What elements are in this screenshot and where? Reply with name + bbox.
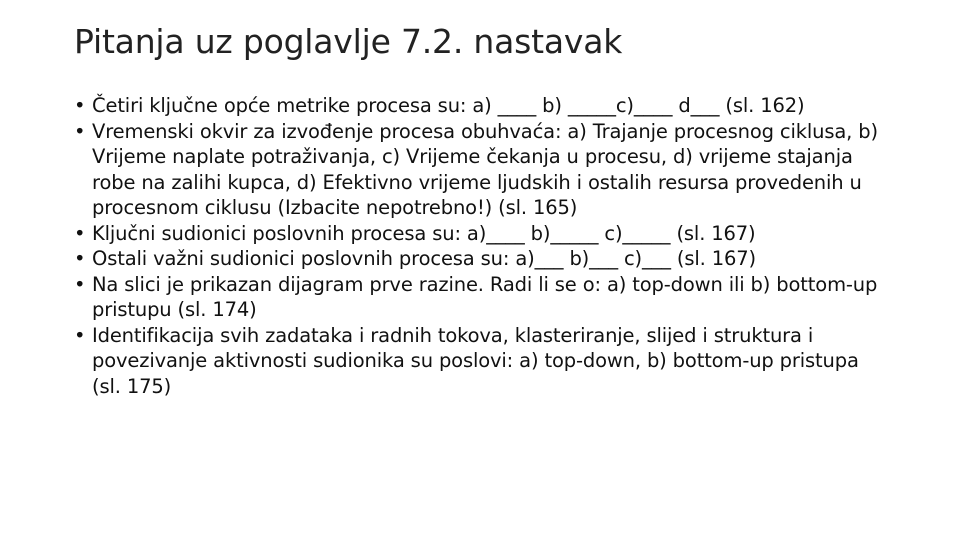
- slide-title: Pitanja uz poglavlje 7.2. nastavak: [74, 22, 623, 61]
- list-item: [74, 323, 886, 400]
- list-item: [74, 93, 886, 119]
- bullet-icon: •: [74, 272, 86, 296]
- list-item-text: Ključni sudionici poslovnih procesa su: a)____ b)_____ c)_____ (sl. 167): [92, 221, 756, 245]
- list-item-text: Ostali važni sudionici poslovnih procesa su: a)___ b)___ c)___ (sl. 167): [92, 247, 756, 270]
- list-item-text: Četiri ključne opće metrike procesa su: a) ____ b) _____c)____ d___ (sl. 162): [92, 94, 805, 117]
- list-item: [74, 272, 886, 323]
- bullet-icon: •: [74, 323, 86, 347]
- list-item-text: Na slici je prikazan dijagram prve razine. Radi li se o: a) top-down ili b) bottom-up pristupu (sl. 174): [92, 272, 878, 321]
- list-item: [74, 221, 886, 247]
- list-item-text: Vremenski okvir za izvođenje procesa obuhvaća: a) Trajanje procesnog ciklusa, b) Vrijeme naplate potraživanja, c) Vrijeme čekanja u procesu, d) vrijeme stajanja robe na zalihi kupca, d) Efektivno vrijeme ljudskih i ostalih resursa provedenih u procesnom ciklusu (Izbacite nepotrebno!) (sl. 165): [92, 119, 878, 219]
- list-item-text: Identifikacija svih zadataka i radnih tokova, klasteriranje, slijed i struktura i povezivanje aktivnosti sudionika su poslovi: a) top-down, b) bottom-up pristupa (sl. 175): [92, 323, 859, 398]
- bullet-icon: •: [74, 119, 86, 143]
- list-item: [74, 119, 886, 221]
- bullet-icon: •: [74, 221, 86, 245]
- bullet-icon: •: [74, 94, 86, 117]
- list-item: [74, 246, 886, 272]
- bullet-icon: •: [74, 247, 86, 270]
- bullet-list: [74, 93, 886, 399]
